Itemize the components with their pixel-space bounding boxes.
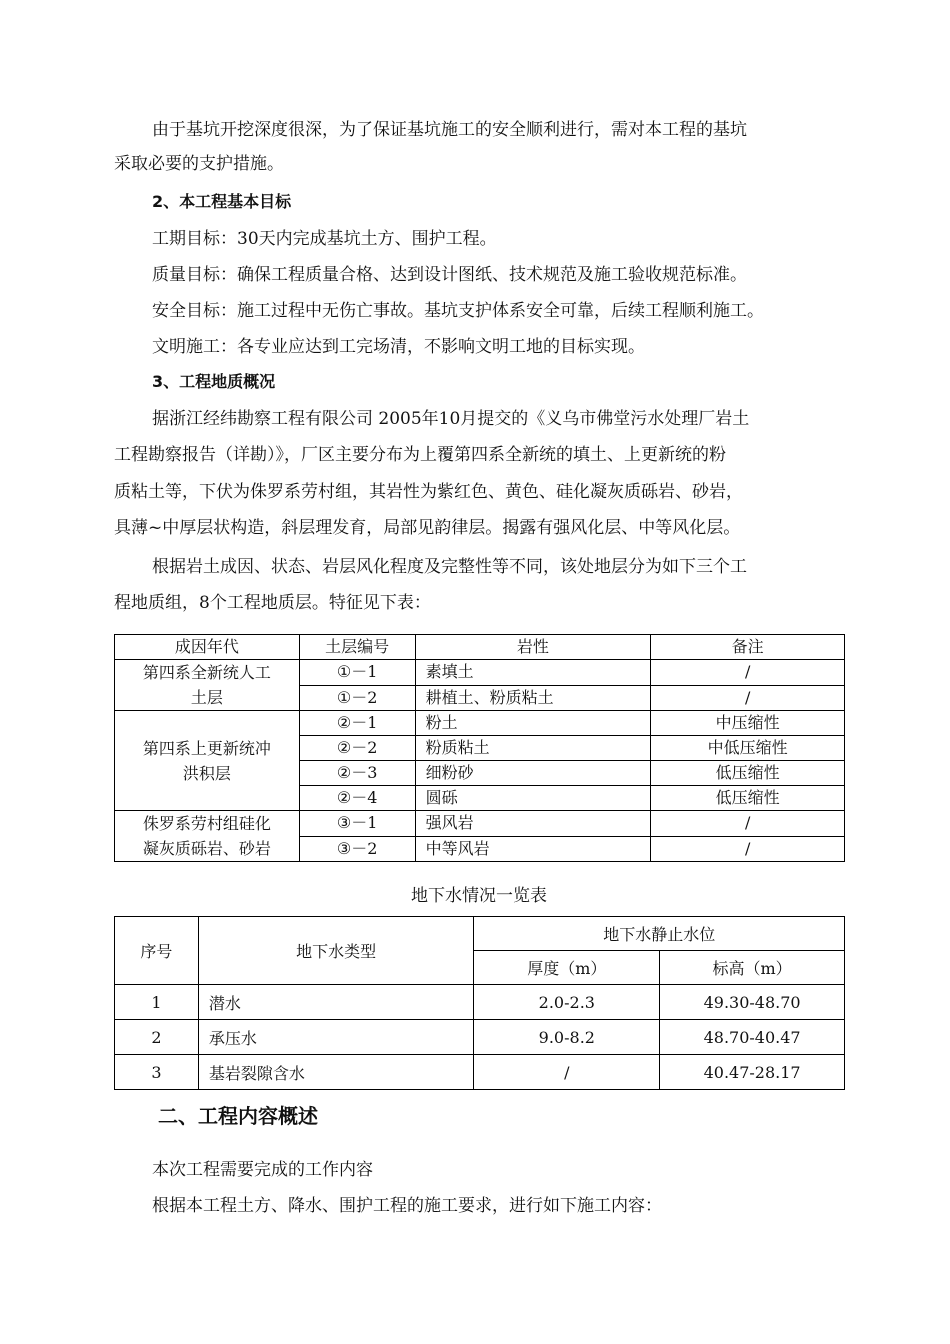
geology2-line1: 根据岩土成因、状态、岩层风化程度及完整性等不同，该处地层分为如下三个工 [152,557,747,577]
geology-line1: 据浙江经纬勘察工程有限公司 2005年10月提交的《义乌市佛堂污水处理厂岩土 [152,409,750,429]
strata-header-row [115,635,845,660]
strata-age-cell [115,811,300,862]
geology-line2: 工程勘察报告（详勘）》，厂区主要分布为上覆第四系全新统的填土、上更新统的粉 [114,445,726,465]
strata-code: ②－2 [299,736,415,761]
groundwater-header-row [115,917,845,951]
table-row [115,660,845,686]
groundwater-elevation: 40.47-28.17 [660,1055,845,1090]
strata-lithology: 素填土 [415,660,651,686]
heading-basic-goals: 2、本工程基本目标 [152,192,292,211]
strata-age-text: 第四系上更新统冲 [142,738,271,758]
groundwater-thickness: 9.0-8.2 [474,1020,660,1055]
goal-quality: 质量目标：确保工程质量合格、达到设计图纸、技术规范及施工验收规范标准。 [152,265,747,285]
groundwater-table [114,916,845,1090]
paragraph-intro-line1: 由于基坑开挖深度很深，为了保证基坑施工的安全顺利进行，需对本工程的基坑 [152,120,747,140]
strata-header-code: 土层编号 [299,635,415,660]
strata-note: 中低压缩性 [651,736,845,761]
groundwater-header-type: 地下水类型 [198,917,474,985]
geology-line4: 具薄~中厚层状构造，斜层理发育，局部见韵律层。揭露有强风化层、中等风化层。 [114,518,741,538]
geology2-line2: 程地质组，8个工程地质层。特征见下表： [114,593,431,613]
groundwater-header-thickness: 厚度（m） [474,951,660,985]
strata-code: ③－2 [299,836,415,862]
strata-age-text: 土层 [190,688,223,707]
strata-age-text: 洪积层 [182,763,231,783]
strata-header-age: 成因年代 [115,635,300,660]
strata-code: ②－1 [299,711,415,736]
groundwater-no: 3 [115,1055,199,1090]
table-row [115,1020,845,1055]
table-row [115,985,845,1020]
groundwater-elevation: 48.70-40.47 [660,1020,845,1055]
strata-age-text: 凝灰质砾岩、砂岩 [142,839,271,858]
strata-note: 低压缩性 [651,786,845,811]
content-line2: 根据本工程土方、降水、围护工程的施工要求，进行如下施工内容： [152,1196,662,1216]
strata-header-lithology: 岩性 [415,635,651,660]
strata-lithology: 圆砾 [415,786,651,811]
strata-age-text: 侏罗系劳村组硅化 [142,814,271,833]
groundwater-header-no: 序号 [115,917,199,985]
goal-schedule: 工期目标：30天内完成基坑土方、围护工程。 [152,229,497,249]
strata-note: 中压缩性 [651,711,845,736]
strata-age-cell [115,711,300,811]
strata-note: / [651,685,845,711]
table-row [115,811,845,837]
strata-lithology: 耕植土、粉质粘土 [415,685,651,711]
table-row [115,711,845,736]
strata-code: ③－1 [299,811,415,837]
strata-lithology: 粉质粘土 [415,736,651,761]
table-row [115,1055,845,1090]
groundwater-elevation: 49.30-48.70 [660,985,845,1020]
groundwater-no: 1 [115,985,199,1020]
strata-age-text: 第四系全新统人工 [142,663,271,682]
strata-lithology: 细粉砂 [415,761,651,786]
groundwater-type: 承压水 [198,1020,474,1055]
goal-civil: 文明施工：各专业应达到工完场清，不影响文明工地的目标实现。 [152,337,645,357]
groundwater-type: 潜水 [198,985,474,1020]
water-table-caption: 地下水情况一览表 [411,886,547,906]
groundwater-thickness: 2.0-2.3 [474,985,660,1020]
section-heading-content: 二、工程内容概述 [158,1104,318,1128]
groundwater-header-level: 地下水静止水位 [474,917,845,951]
goal-safety: 安全目标：施工过程中无伤亡事故。基坑支护体系安全可靠，后续工程顺利施工。 [152,301,764,321]
groundwater-no: 2 [115,1020,199,1055]
strata-code: ②－3 [299,761,415,786]
strata-note: / [651,660,845,686]
paragraph-intro-line2: 采取必要的支护措施。 [114,154,284,174]
strata-age-cell [115,660,300,711]
groundwater-header-elevation: 标高（m） [660,951,845,985]
strata-note: 低压缩性 [651,761,845,786]
strata-table [114,634,845,862]
strata-header-note: 备注 [651,635,845,660]
strata-lithology: 粉土 [415,711,651,736]
groundwater-type: 基岩裂隙含水 [198,1055,474,1090]
strata-lithology: 强风岩 [415,811,651,837]
groundwater-thickness: / [474,1055,660,1090]
strata-note: / [651,836,845,862]
geology-line3: 质粘土等，下伏为侏罗系劳村组，其岩性为紫红色、黄色、硅化凝灰质砾岩、砂岩， [114,482,743,502]
strata-lithology: 中等风岩 [415,836,651,862]
strata-code: ②－4 [299,786,415,811]
strata-note: / [651,811,845,837]
heading-geology: 3、工程地质概况 [152,372,276,391]
strata-code: ①－1 [299,660,415,686]
strata-code: ①－2 [299,685,415,711]
content-line1: 本次工程需要完成的工作内容 [152,1160,373,1180]
